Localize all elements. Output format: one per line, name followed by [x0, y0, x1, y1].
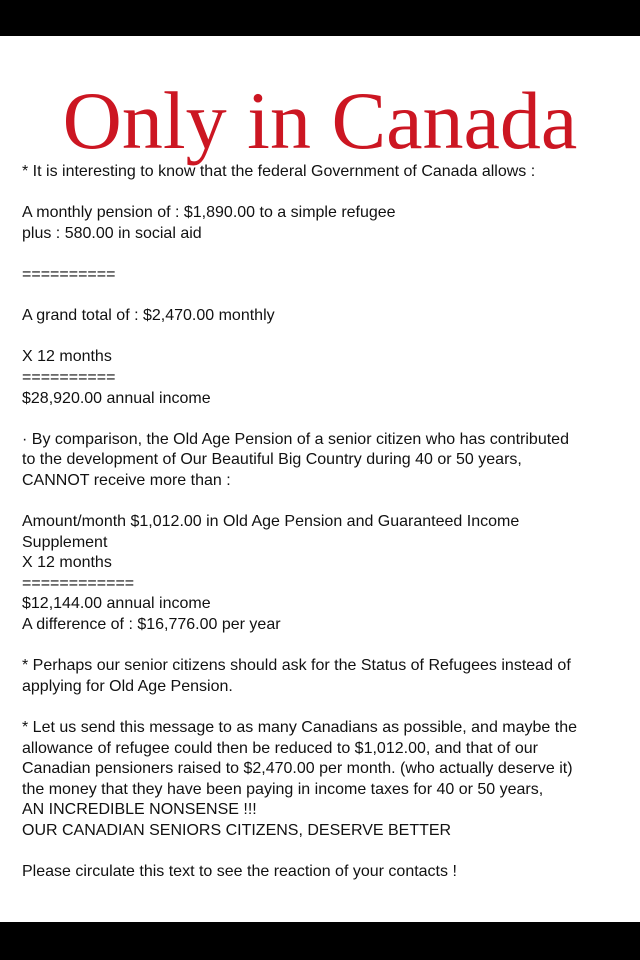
text-line: Please circulate this text to see the reaction of your contacts ! — [22, 863, 457, 881]
blank-line — [22, 409, 626, 430]
text-line: · By comparison, the Old Age Pension of a senior citizen who has contributed — [22, 430, 569, 448]
text-line: * Perhaps our senior citizens should ask for the Status of Refugees instead of — [22, 657, 571, 675]
text-line: Supplement — [22, 533, 108, 551]
blank-line — [22, 697, 626, 718]
text-line: CANNOT receive more than : — [22, 471, 231, 489]
blank-line — [22, 327, 626, 348]
text-line: the money that they have been paying in income taxes for 40 or 50 years, — [22, 780, 544, 798]
blank-line — [22, 244, 626, 265]
text-line: Amount/month $1,012.00 in Old Age Pension and Guaranteed Income — [22, 513, 520, 531]
text-line: to the development of Our Beautiful Big Country during 40 or 50 years, — [22, 451, 522, 469]
blank-line — [22, 842, 626, 863]
text-line: ========== — [22, 265, 116, 283]
text-line: ========== — [22, 368, 116, 386]
body-text — [22, 162, 626, 883]
text-line: X 12 months — [22, 554, 112, 572]
text-line: AN INCREDIBLE NONSENSE !!! — [22, 801, 257, 819]
text-line: A monthly pension of : $1,890.00 to a simple refugee — [22, 204, 396, 222]
text-line: plus : 580.00 in social aid — [22, 224, 202, 242]
text-line: * Let us send this message to as many Canadians as possible, and maybe the — [22, 719, 577, 737]
text-line: A difference of : $16,776.00 per year — [22, 616, 281, 634]
text-line: OUR CANADIAN SENIORS CITIZENS, DESERVE BETTER — [22, 822, 452, 839]
blank-line — [22, 183, 626, 204]
text-line: A grand total of : $2,470.00 monthly — [22, 307, 275, 325]
text-line: * It is interesting to know that the federal Government of Canada allows : — [22, 163, 536, 180]
blank-line — [22, 286, 626, 307]
text-line: allowance of refugee could then be reduced to $1,012.00, and that of our — [22, 739, 538, 757]
blank-line — [22, 636, 626, 657]
document-page — [0, 36, 640, 922]
blank-line — [22, 492, 626, 513]
text-line: applying for Old Age Pension. — [22, 677, 233, 695]
headline: Only in Canada — [62, 75, 578, 166]
text-line: $12,144.00 annual income — [22, 595, 211, 613]
text-line: ============ — [22, 574, 135, 592]
text-line: X 12 months — [22, 348, 112, 366]
text-line: Canadian pensioners raised to $2,470.00 per month. (who actually deserve it) — [22, 760, 573, 778]
text-line: $28,920.00 annual income — [22, 389, 211, 407]
